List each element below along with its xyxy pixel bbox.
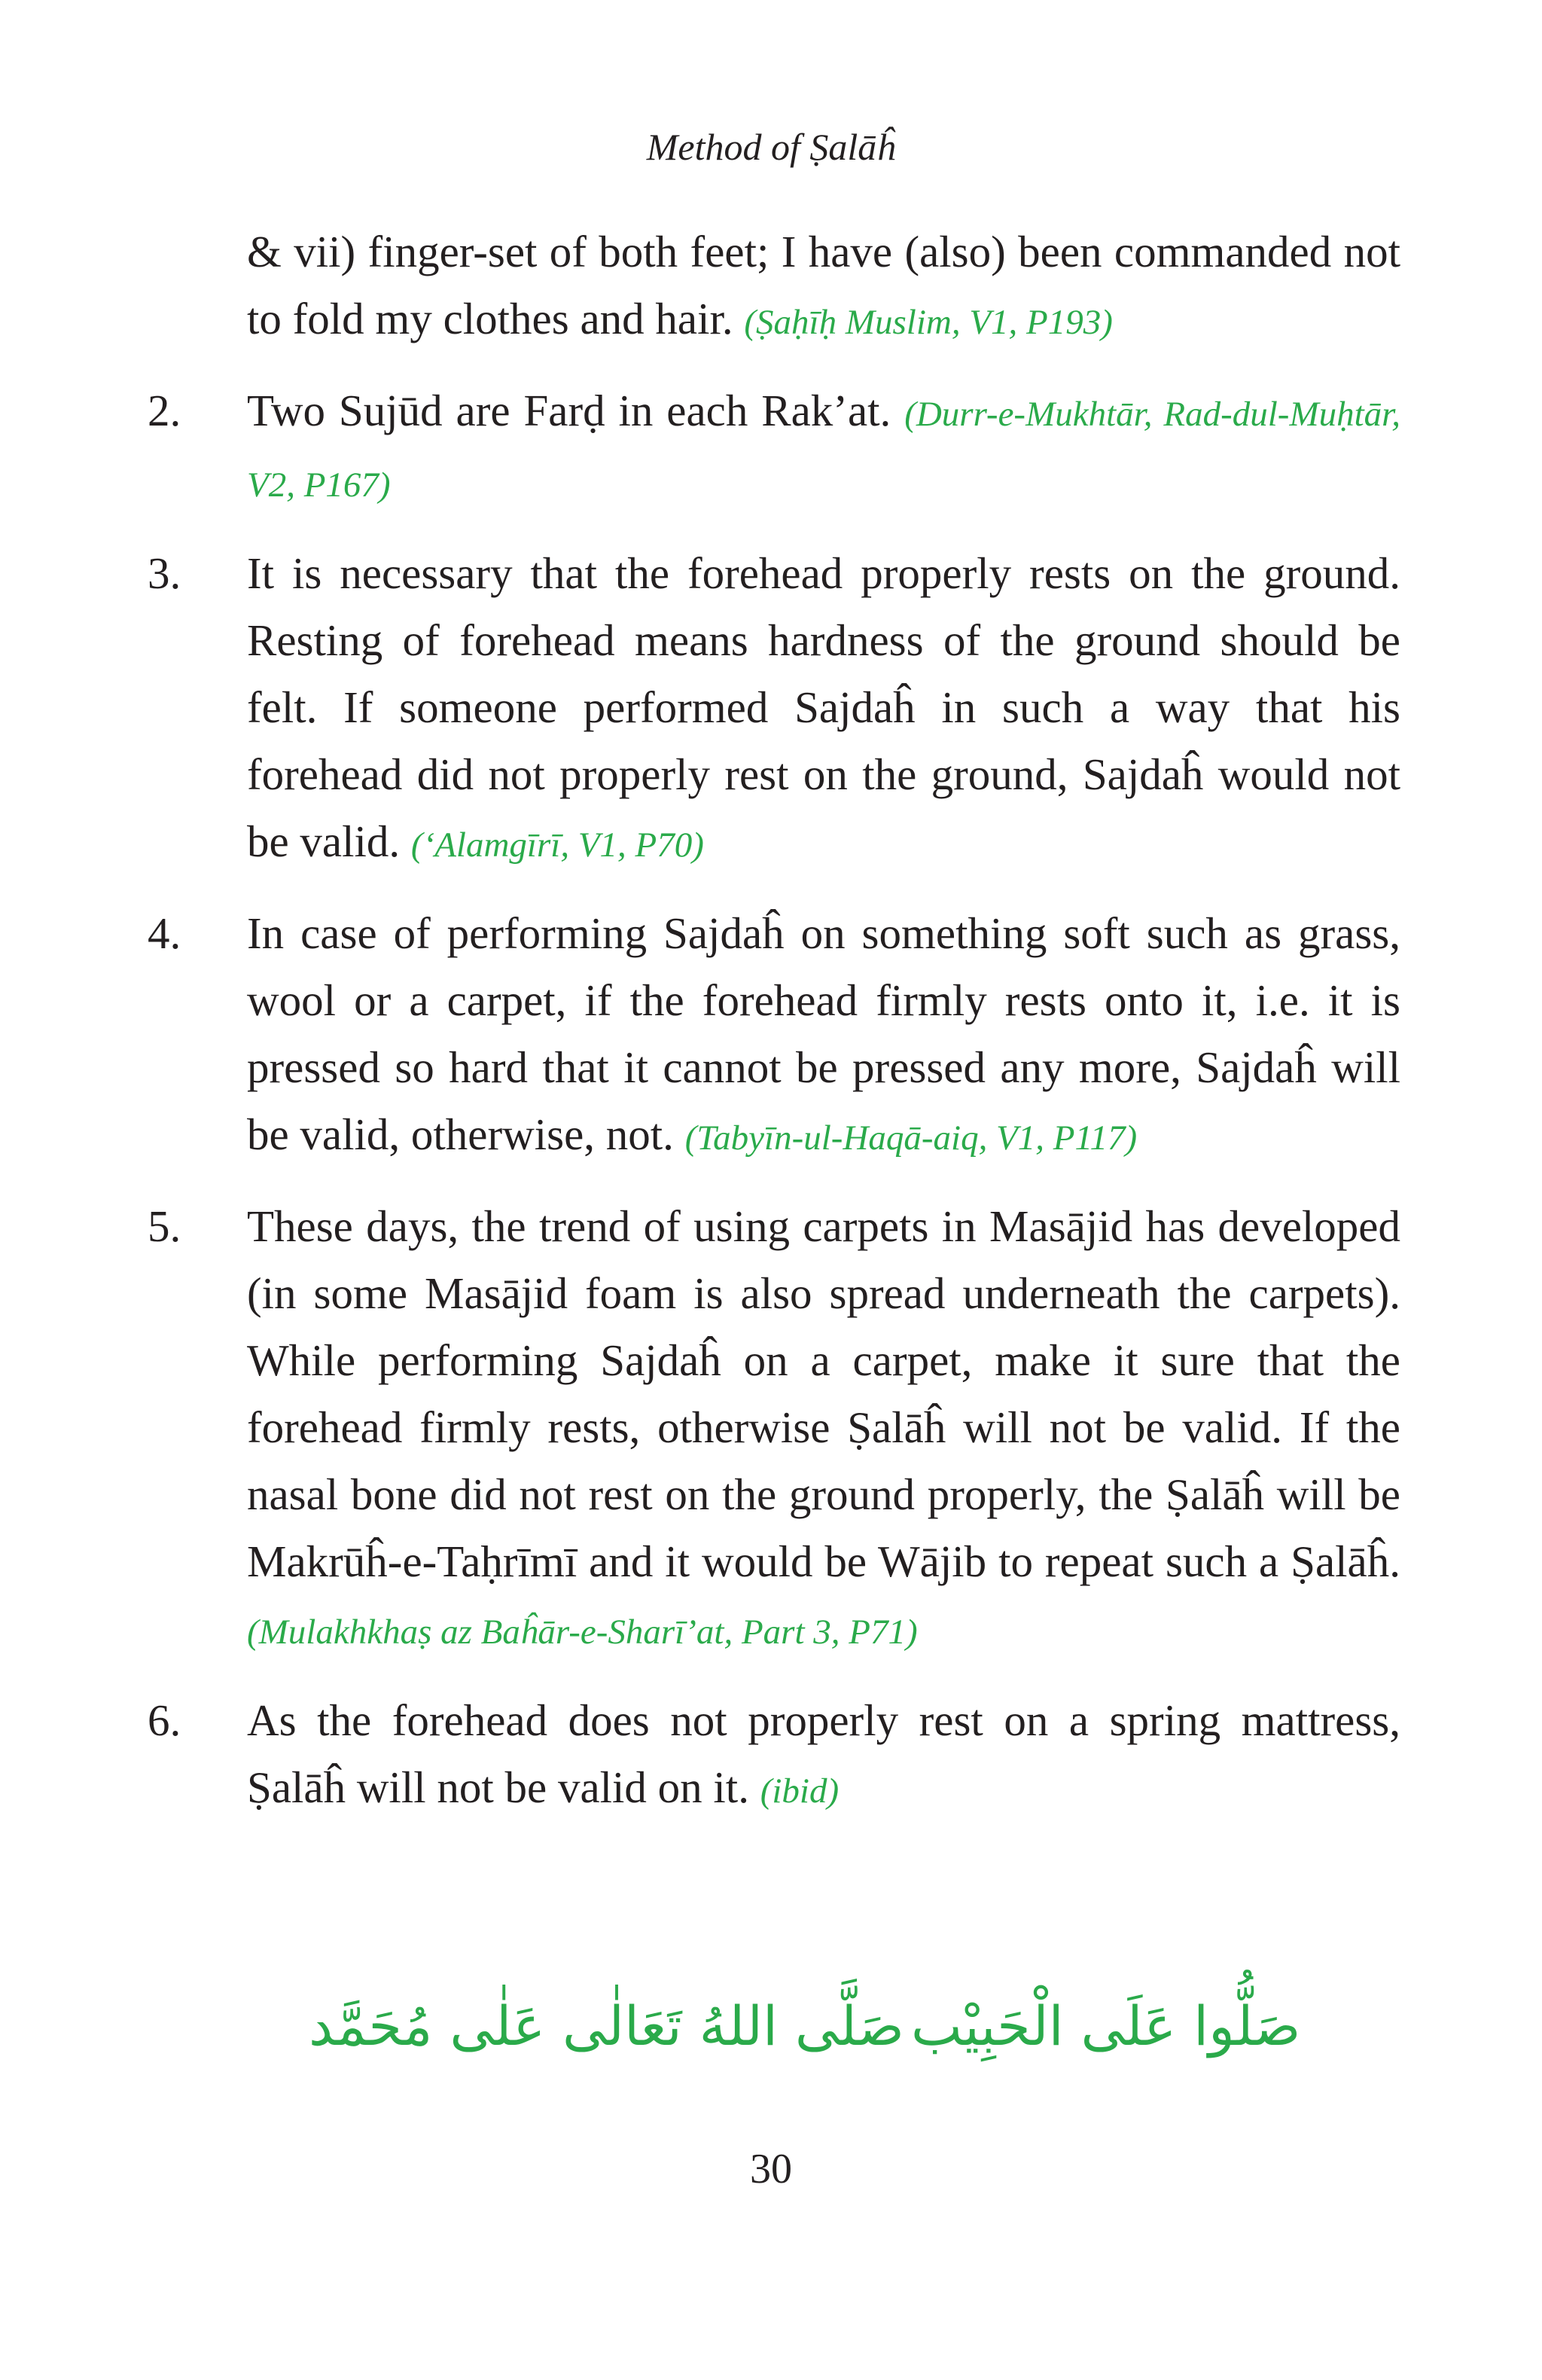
reference-citation: (Durr-e-Mukhtār, Rad-dul-Muḥtār, V2, P167) [247,395,1400,505]
list-item [148,1193,1400,1666]
item-text: Two Sujūd are Farḍ in each Rak’at. [247,386,891,435]
paragraph-text: & vii) finger-set of both feet; I have (also) been commanded not to fold my clothes and hair. [247,227,1400,343]
reference-citation: (ibid) [760,1771,840,1811]
list-item [148,540,1400,879]
item-number: 4. [148,908,181,958]
reference-citation: (Ṣaḥīḥ Muslim, V1, P193) [744,303,1113,342]
running-head: Method of Ṣalāĥ [646,126,896,168]
reference-citation: (Tabyīn-ul-Haqā-aiq, V1, P117) [684,1118,1138,1158]
item-text: As the forehead does not properly rest on a spring mattress, Ṣalāĥ will not be valid on it. [247,1695,1400,1812]
item-number: 5. [148,1201,181,1251]
item-text: In case of performing Sajdaĥ on something soft such as grass, wool or a carpet, if the forehead firmly rests onto it, i.e. it is pressed so hard that it cannot be pressed any more, Sajdaĥ will be valid, otherwise, not. [247,908,1400,1159]
durood-right-text: صَلُّوا عَلَى الْحَبِيْب [911,1994,1301,2058]
page-content [148,218,1400,1846]
item-number: 2. [148,386,181,435]
list-item [148,1687,1400,1825]
continuation-paragraph [148,218,1400,356]
list-item [148,377,1400,519]
item-number: 3. [148,548,181,598]
reference-citation: (‘Alamgīrī, V1, P70) [410,825,704,865]
item-text: These days, the trend of using carpets in Masājid has developed (in some Masājid foam is also spread underneath the carpets). While performing Sajdaĥ on a carpet, make it sure that the forehead firmly rests, otherwise Ṣalāĥ will not be valid. If the nasal bone did not rest on the ground properly, the Ṣalāĥ will be Makrūĥ-e-Taḥrīmī and it would be Wājib to repeat such a Ṣalāĥ. [247,1201,1400,1586]
reference-citation: (Mulakhkhaṣ az Baĥār-e-Sharī’at, Part 3, P71) [247,1613,918,1652]
durood-calligraphy [0,1981,1542,2094]
durood-left-text: صَلَّى اللهُ تَعَالٰى عَلٰى مُحَمَّد [309,1994,904,2058]
item-text: It is necessary that the forehead properly rests on the ground. Resting of forehead means hardness of the ground should be felt. If someone performed Sajdaĥ in such a way that his forehead did not properly rest on the ground, Sajdaĥ would not be valid. [247,548,1400,866]
page-number: 30 [750,2146,792,2192]
item-number: 6. [148,1695,181,1745]
list-item [148,900,1400,1172]
